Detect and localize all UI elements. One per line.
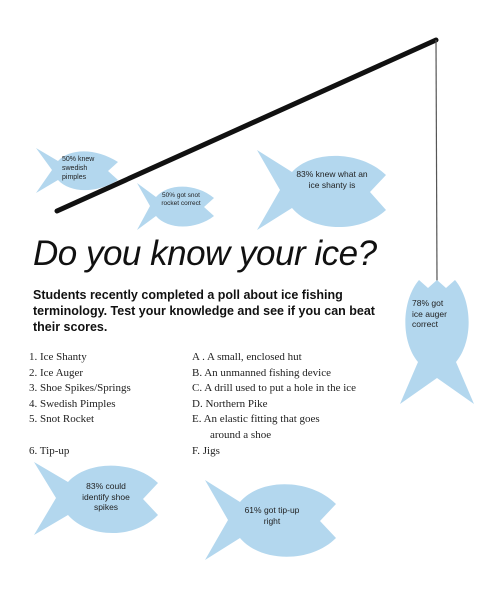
- term-item: 1. Ice Shanty: [29, 351, 87, 363]
- fish-label-ice-shanty: 83% knew what an ice shanty is: [296, 169, 368, 190]
- definition-item: F. Jigs: [192, 444, 220, 457]
- fish-label-shoe-spikes: 83% could identify shoe spikes: [82, 481, 130, 513]
- fish-label-tip-up: 61% got tip-up right: [244, 505, 300, 526]
- definition-item: A . A small, enclosed hut: [192, 351, 302, 363]
- term-item: 2. Ice Auger: [29, 366, 84, 379]
- page-title: Do you know your ice?: [33, 234, 377, 273]
- term-item: 4. Swedish Pimples: [29, 397, 116, 410]
- fishing-rod: [57, 40, 436, 211]
- term-item: 3. Shoe Spikes/Springs: [29, 382, 131, 395]
- definition-line-continued: around a shoe: [210, 428, 272, 441]
- fish-label-swedish-pimples: 50% knew swedish pimples: [62, 156, 95, 181]
- definition-item: C. A drill used to put a hole in the ice: [192, 382, 357, 395]
- definition-item: [192, 412, 397, 443]
- definition-item: D. Northern Pike: [192, 397, 268, 410]
- term-item: 6. Tip-up: [29, 444, 70, 457]
- intro-text: Students recently completed a poll about ice fishing terminology. Test your knowledge and see if you can beat their scores.: [33, 288, 375, 334]
- term-item: 5. Snot Rocket: [29, 413, 95, 426]
- terms-list: [29, 350, 194, 460]
- definition-line: E. An elastic fitting that goes: [192, 413, 320, 426]
- fish-label-ice-auger: 78% got ice auger correct: [412, 298, 447, 330]
- fishing-line: [436, 40, 437, 282]
- definitions-list: [192, 350, 397, 459]
- fish-label-snot-rocket: 50% got snot rocket correct: [161, 192, 201, 208]
- definition-item: B. An unmanned fishing device: [192, 366, 332, 379]
